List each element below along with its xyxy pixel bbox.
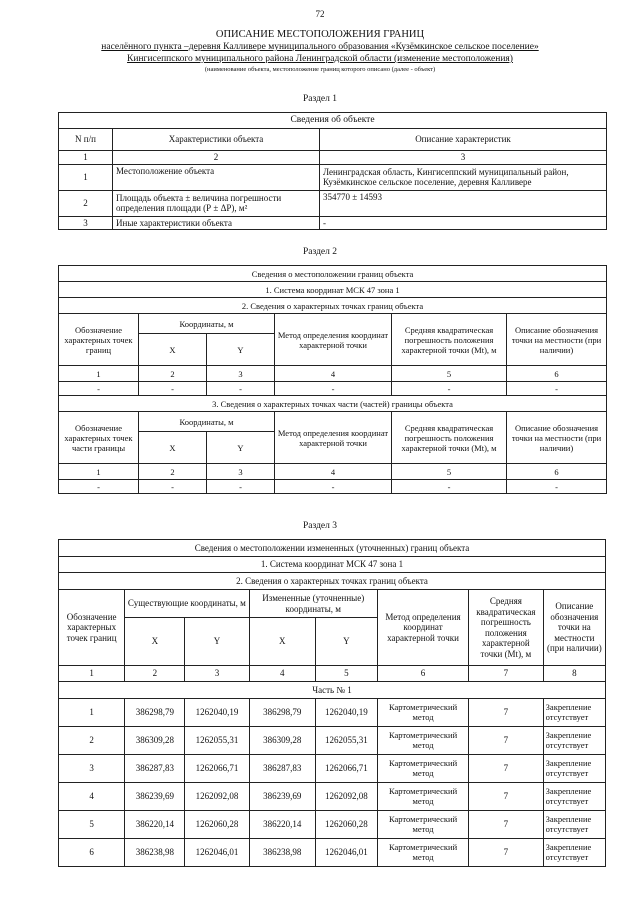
column-number: 5 (392, 464, 507, 480)
subsection-heading: 3. Сведения о характерных точках части (частей) границы объекта (59, 396, 607, 412)
changed-x: 386239,69 (249, 783, 315, 811)
empty-cell: - (392, 382, 507, 396)
column-number: 6 (507, 366, 607, 382)
section-3-label: Раздел 3 (303, 521, 337, 531)
row-number: 2 (59, 190, 113, 216)
column-number: 1 (59, 366, 139, 382)
empty-cell: - (275, 480, 392, 494)
column-number: 3 (320, 151, 607, 165)
table-row (59, 190, 607, 216)
column-header: Характеристики объекта (113, 129, 320, 151)
column-number: 5 (392, 366, 507, 382)
column-number: 5 (315, 666, 377, 682)
changed-y: 1262060,28 (315, 811, 377, 839)
column-number: 6 (507, 464, 607, 480)
column-header: Координаты, м (139, 314, 275, 334)
empty-cell: - (275, 382, 392, 396)
changed-y: 1262055,31 (315, 727, 377, 755)
changed-y: 1262066,71 (315, 755, 377, 783)
column-number: 2 (139, 464, 207, 480)
column-header: Координаты, м (139, 412, 275, 432)
empty-cell: - (392, 480, 507, 494)
changed-y: 1262092,08 (315, 783, 377, 811)
table-row (59, 755, 606, 783)
table-row (59, 480, 607, 494)
column-number: 3 (207, 366, 275, 382)
empty-cell: - (139, 480, 207, 494)
empty-cell: - (207, 480, 275, 494)
column-number: 7 (469, 666, 544, 682)
section-2-label: Раздел 2 (303, 247, 337, 257)
changed-x: 386238,98 (249, 839, 315, 867)
row-name: Местоположение объекта (113, 164, 320, 190)
existing-y: 1262040,19 (185, 699, 249, 727)
column-header: Описание обозначения точки на местности (при наличии) (543, 590, 605, 666)
existing-x: 386238,98 (125, 839, 185, 867)
point-number: 2 (59, 727, 125, 755)
point-description: Закрепление отсутствует (543, 839, 605, 867)
table-row (59, 216, 607, 230)
empty-cell: - (59, 382, 139, 396)
existing-x: 386220,14 (125, 811, 185, 839)
column-header: Y (315, 618, 377, 666)
table-row (59, 783, 606, 811)
existing-x: 386298,79 (125, 699, 185, 727)
section-1-label: Раздел 1 (303, 94, 337, 104)
changed-y: 1262046,01 (315, 839, 377, 867)
subsection-heading: 2. Сведения о характерных точках границ объекта (59, 298, 607, 314)
existing-x: 386239,69 (125, 783, 185, 811)
point-description: Закрепление отсутствует (543, 783, 605, 811)
column-header: Обозначение характерных точек части границы (59, 412, 139, 464)
subsection-heading: 2. Сведения о характерных точках границ объекта (59, 573, 606, 590)
column-header: Средняя квадратическая погрешность положения характерной точки (Mt), м (392, 314, 507, 366)
table-row (59, 164, 607, 190)
point-number: 5 (59, 811, 125, 839)
column-number: 4 (249, 666, 315, 682)
column-number: 1 (59, 666, 125, 682)
page-number: 72 (315, 9, 325, 19)
section-3-title: Сведения о местоположении измененных (уточненных) границ объекта (59, 540, 606, 557)
column-header: Средняя квадратическая погрешность положения характерной точки (Mt), м (469, 590, 544, 666)
table-row (59, 727, 606, 755)
column-header: Обозначение характерных точек границ (59, 590, 125, 666)
column-header: Измененные (уточненные) координаты, м (249, 590, 377, 618)
row-description: Ленинградская область, Кингисеппский муниципальный район, Кузёмкинское сельское поселение, деревня Калливере (320, 164, 607, 190)
point-number: 4 (59, 783, 125, 811)
section-2-title: Сведения о местоположении границ объекта (59, 266, 607, 282)
column-header: Описание характеристик (320, 129, 607, 151)
point-description: Закрепление отсутствует (543, 699, 605, 727)
document-header (40, 28, 600, 75)
column-number: 1 (59, 464, 139, 480)
column-header: Описание обозначения точки на местности (при наличии) (507, 314, 607, 366)
column-header: X (249, 618, 315, 666)
point-description: Закрепление отсутствует (543, 811, 605, 839)
column-number: 6 (377, 666, 468, 682)
row-number: 1 (59, 164, 113, 190)
method: Картометрический метод (377, 727, 468, 755)
changed-y: 1262040,19 (315, 699, 377, 727)
coordinate-system: 1. Система координат МСК 47 зона 1 (59, 282, 607, 298)
existing-y: 1262066,71 (185, 755, 249, 783)
table-row (59, 839, 606, 867)
column-header: Метод определения координат характерной точки (377, 590, 468, 666)
column-number: 3 (185, 666, 249, 682)
changed-x: 386309,28 (249, 727, 315, 755)
existing-y: 1262092,08 (185, 783, 249, 811)
method: Картометрический метод (377, 783, 468, 811)
method: Картометрический метод (377, 755, 468, 783)
column-header: Средняя квадратическая погрешность положения характерной точки (Mt), м (392, 412, 507, 464)
column-number: 4 (275, 366, 392, 382)
table-row (59, 382, 607, 396)
column-number: 2 (125, 666, 185, 682)
point-number: 6 (59, 839, 125, 867)
section-1-title: Сведения об объекте (59, 113, 607, 129)
section-3-table (58, 539, 606, 867)
existing-y: 1262046,01 (185, 839, 249, 867)
row-description: - (320, 216, 607, 230)
changed-x: 386287,83 (249, 755, 315, 783)
existing-x: 386309,28 (125, 727, 185, 755)
section-2-table (58, 265, 607, 494)
column-header: Обозначение характерных точек границ (59, 314, 139, 366)
method: Картометрический метод (377, 811, 468, 839)
point-description: Закрепление отсутствует (543, 727, 605, 755)
column-number: 2 (113, 151, 320, 165)
method: Картометрический метод (377, 699, 468, 727)
document-title: ОПИСАНИЕ МЕСТОПОЛОЖЕНИЯ ГРАНИЦ (215, 29, 425, 40)
column-header: Описание обозначения точки на местности (при наличии) (507, 412, 607, 464)
existing-y: 1262055,31 (185, 727, 249, 755)
section-1-table (58, 112, 607, 230)
column-header: Метод определения координат характерной точки (275, 412, 392, 464)
changed-x: 386298,79 (249, 699, 315, 727)
column-header: Y (185, 618, 249, 666)
column-number: 1 (59, 151, 113, 165)
column-header: X (139, 432, 207, 464)
document-subtitle-note: (наименование объекта, местоположение границ которого описано (далее - объект) (204, 66, 436, 73)
column-header: Метод определения координат характерной точки (275, 314, 392, 366)
column-header: Y (207, 334, 275, 366)
part-heading: Часть № 1 (59, 682, 606, 699)
column-number: 2 (139, 366, 207, 382)
error: 7 (469, 755, 544, 783)
document-subtitle-line-2: Кингисеппского муниципального района Ленинградской области (изменение местоположения) (127, 54, 513, 64)
method: Картометрический метод (377, 839, 468, 867)
error: 7 (469, 811, 544, 839)
table-row (59, 811, 606, 839)
empty-cell: - (59, 480, 139, 494)
empty-cell: - (139, 382, 207, 396)
row-name: Иные характеристики объекта (113, 216, 320, 230)
existing-x: 386287,83 (125, 755, 185, 783)
column-header: Y (207, 432, 275, 464)
table-row (59, 699, 606, 727)
column-number: 8 (543, 666, 605, 682)
error: 7 (469, 783, 544, 811)
changed-x: 386220,14 (249, 811, 315, 839)
column-header: N п/п (59, 129, 113, 151)
row-name: Площадь объекта ± величина погрешности определения площади (Р ± ΔР), м² (113, 190, 320, 216)
point-description: Закрепление отсутствует (543, 755, 605, 783)
column-header: X (125, 618, 185, 666)
empty-cell: - (507, 480, 607, 494)
column-header: Существующие координаты, м (125, 590, 249, 618)
existing-y: 1262060,28 (185, 811, 249, 839)
point-number: 1 (59, 699, 125, 727)
error: 7 (469, 699, 544, 727)
column-number: 3 (207, 464, 275, 480)
document-subtitle-line-1: населённого пункта –деревня Калливере муниципального образования «Кузёмкинское сельское поселение» (101, 42, 539, 52)
error: 7 (469, 727, 544, 755)
error: 7 (469, 839, 544, 867)
column-number: 4 (275, 464, 392, 480)
empty-cell: - (507, 382, 607, 396)
coordinate-system: 1. Система координат МСК 47 зона 1 (59, 557, 606, 573)
row-description: 354770 ± 14593 (320, 190, 607, 216)
row-number: 3 (59, 216, 113, 230)
column-header: X (139, 334, 207, 366)
point-number: 3 (59, 755, 125, 783)
empty-cell: - (207, 382, 275, 396)
